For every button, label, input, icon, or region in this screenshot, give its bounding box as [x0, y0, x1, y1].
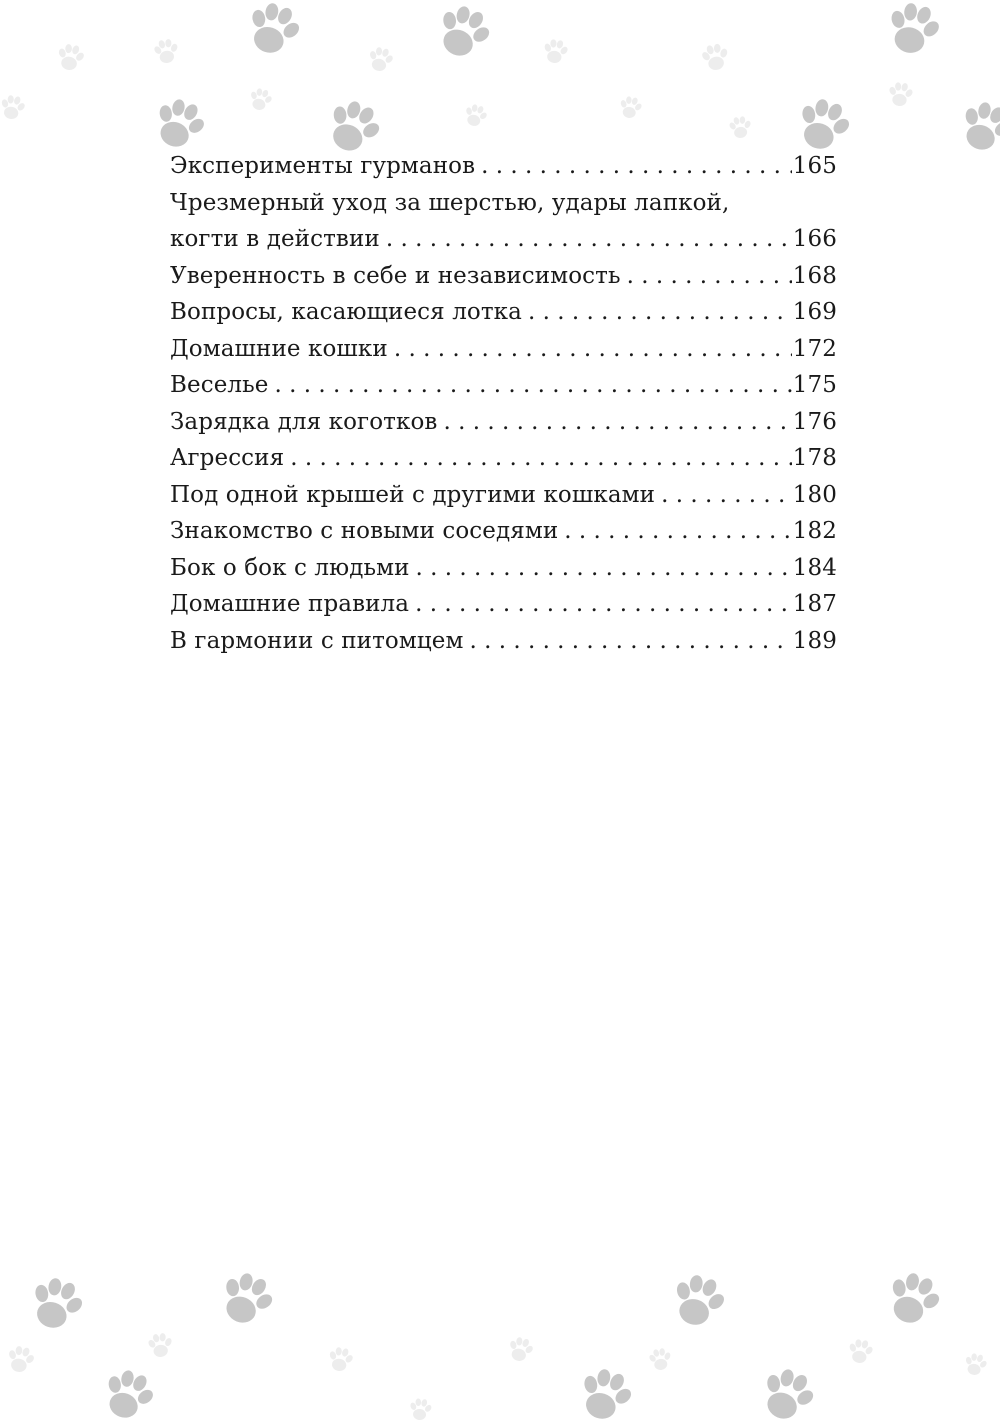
- paw-print-icon: [881, 0, 946, 59]
- paw-print-icon: [541, 38, 570, 65]
- paw-print-icon: [880, 1266, 948, 1331]
- paw-print-icon: [213, 1265, 282, 1331]
- paw-print-icon: [617, 95, 644, 120]
- toc-entry[interactable]: [170, 477, 837, 514]
- toc-leader-dots: [661, 477, 792, 514]
- paw-print-icon: [790, 93, 857, 157]
- toc-page-number: 166: [792, 226, 837, 252]
- paw-print-icon: [666, 1269, 732, 1332]
- toc-page-number: 189: [792, 627, 837, 654]
- toc-entry[interactable]: [170, 440, 837, 477]
- toc-entry-title: Агрессия: [170, 445, 285, 471]
- toc-entry[interactable]: [170, 623, 837, 660]
- toc-entry[interactable]: [170, 148, 837, 185]
- toc-page-number: 178: [792, 445, 837, 471]
- toc-leader-dots: [443, 404, 791, 441]
- toc-leader-dots: [481, 148, 792, 185]
- table-of-contents: [170, 148, 837, 659]
- toc-page-number: 176: [792, 408, 837, 435]
- paw-print-icon: [4, 1344, 37, 1375]
- paw-print-icon: [0, 93, 28, 121]
- paw-print-icon: [505, 1335, 536, 1364]
- toc-leader-dots: [564, 513, 792, 550]
- paw-print-icon: [647, 1346, 674, 1371]
- toc-leader-dots: [290, 440, 792, 477]
- toc-leader-dots: [627, 258, 792, 295]
- toc-entry-title: Знакомство с новыми соседями: [170, 518, 559, 544]
- toc-entry[interactable]: [170, 550, 837, 587]
- toc-page-number: 169: [792, 299, 837, 325]
- paw-print-icon: [247, 86, 275, 113]
- toc-entry[interactable]: [170, 367, 837, 404]
- toc-page-number: 180: [792, 481, 837, 508]
- paw-print-icon: [240, 0, 307, 61]
- toc-entry-title: Веселье: [170, 372, 269, 398]
- toc-entry-title: Под одной крышей с другими кошками: [170, 481, 656, 508]
- paw-print-icon: [55, 42, 87, 73]
- paw-print-icon: [430, 0, 499, 65]
- paw-print-icon: [699, 41, 732, 72]
- toc-page-number: 168: [792, 262, 837, 289]
- paw-print-icon: [572, 1363, 639, 1424]
- toc-page-number: 165: [792, 153, 837, 179]
- paw-print-icon: [146, 1331, 175, 1358]
- paw-print-icon: [326, 1345, 356, 1373]
- toc-entry-title: Домашние кошки: [170, 335, 388, 362]
- toc-leader-dots: [528, 294, 792, 331]
- paw-print-icon: [366, 45, 396, 74]
- toc-page-number: 175: [792, 372, 837, 398]
- toc-page-number: 172: [792, 335, 837, 362]
- toc-page-number: 182: [792, 518, 837, 544]
- toc-entry-title: Уверенность в себе и независимость: [170, 262, 621, 289]
- toc-leader-dots: [415, 586, 792, 623]
- toc-leader-dots: [469, 623, 791, 660]
- paw-print-icon: [408, 1397, 434, 1421]
- toc-leader-dots: [386, 221, 792, 258]
- paw-print-icon: [754, 1361, 823, 1424]
- paw-print-icon: [727, 115, 753, 140]
- toc-leader-dots: [394, 331, 792, 368]
- toc-entry[interactable]: [170, 586, 837, 623]
- toc-page-number: 184: [792, 554, 837, 581]
- toc-entry-title: Домашние правила: [170, 591, 410, 617]
- toc-entry[interactable]: [170, 294, 837, 331]
- toc-entry-title: Зарядка для коготков: [170, 408, 438, 435]
- toc-leader-dots: [416, 550, 792, 587]
- paw-print-icon: [887, 81, 915, 107]
- toc-leader-dots: [274, 367, 791, 404]
- paw-print-icon: [461, 102, 490, 129]
- paw-print-icon: [846, 1338, 875, 1365]
- toc-entry-title: Эксперименты гурманов: [170, 153, 476, 179]
- toc-entry-title: Бок о бок с людьми: [170, 554, 410, 581]
- toc-entry[interactable]: [170, 404, 837, 441]
- toc-entry-title: В гармонии с питомцем: [170, 627, 464, 654]
- toc-entry-title-line1: Чрезмерный уход за шерстью, удары лапкой,: [170, 189, 730, 216]
- toc-entry[interactable]: [170, 185, 837, 258]
- toc-entry-title: когти в действии: [170, 226, 380, 252]
- paw-print-icon: [953, 95, 1000, 157]
- paw-print-icon: [23, 1272, 90, 1336]
- paw-print-icon: [96, 1363, 161, 1424]
- toc-page-number: 187: [792, 591, 837, 617]
- toc-entry-title: Вопросы, касающиеся лотка: [170, 299, 522, 325]
- paw-print-icon: [152, 37, 182, 65]
- paw-print-icon: [962, 1351, 989, 1377]
- toc-entry[interactable]: [170, 258, 837, 295]
- toc-entry[interactable]: [170, 331, 837, 368]
- paw-print-icon: [147, 92, 212, 154]
- toc-entry[interactable]: [170, 513, 837, 550]
